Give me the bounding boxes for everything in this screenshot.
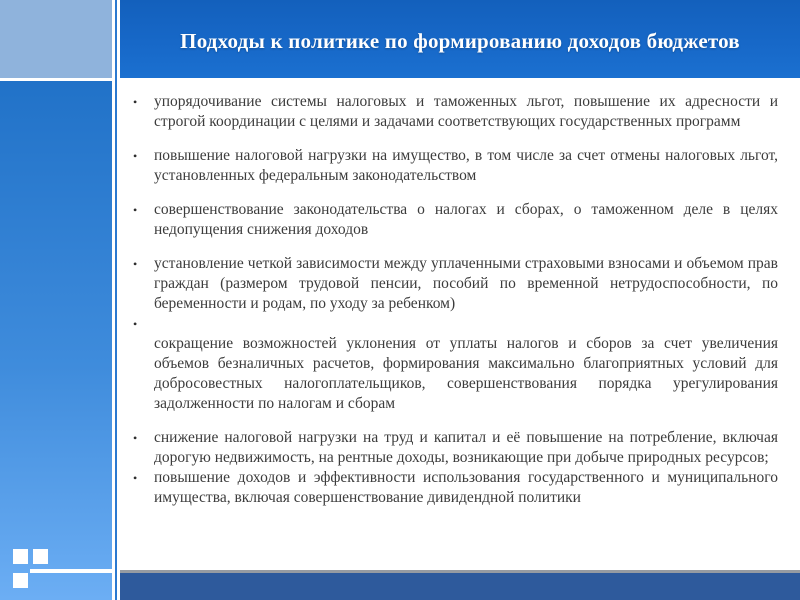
- bullet-text: повышение налоговой нагрузки на имущество, в том числе за счет отмены налоговых льгот, установленных федеральным законодательством: [154, 147, 778, 184]
- bullet-list: [130, 92, 778, 508]
- bullet-text: сокращение возможностей уклонения от уплаты налогов и сборов за счет увеличения объемов безналичных расчетов, формирования максимально благоприятных условий для добросовестных налогоплательщиков, совершенствования порядка урегулирования задолженности по налогам и сборам: [154, 335, 778, 412]
- slide-header: [120, 0, 800, 78]
- bullet-text: совершенствование законодательства о налогах и сборах, о таможенном деле в целях недопущения снижения доходов: [154, 201, 778, 238]
- bullet-item: [130, 200, 778, 240]
- bullet-item: [130, 254, 778, 314]
- bullet-marker: •: [133, 95, 138, 109]
- decor-square-icon: [13, 573, 28, 588]
- left-horizontal-line-bottom: [30, 569, 112, 573]
- left-gradient-block: [0, 81, 112, 600]
- bullet-marker: •: [133, 471, 138, 485]
- bullet-item: [130, 146, 778, 186]
- bullet-text: снижение налоговой нагрузки на труд и капитал и её повышение на потребление, включая дорогую недвижимость, на рентные доходы, возникающие при добыче природных ресурсов;: [154, 429, 778, 466]
- decor-square-icon: [13, 549, 28, 564]
- slide-content: [120, 78, 800, 570]
- bullet-item: [130, 468, 778, 508]
- bullet-marker: •: [133, 317, 138, 331]
- bullet-marker: •: [133, 149, 138, 163]
- bullet-marker: •: [133, 257, 138, 271]
- left-decoration-column: [0, 0, 112, 600]
- bullet-item: [130, 428, 778, 468]
- vertical-divider: [112, 0, 120, 600]
- bullet-item: [130, 314, 778, 334]
- decor-square-icon: [33, 549, 48, 564]
- slide-title: Подходы к политике по формированию доходов бюджетов: [180, 28, 740, 53]
- bullet-item: [130, 334, 778, 414]
- left-top-light-block: [0, 0, 112, 78]
- bullet-text: установление четкой зависимости между уплаченными страховыми взносами и объемом прав граждан (размером трудовой пенсии, пособий по временной нетрудоспособности, по беременности и родам, по уходу за ребенком): [154, 255, 778, 312]
- bottom-bar: [120, 573, 800, 600]
- bullet-marker: •: [133, 203, 138, 217]
- bullet-item: [130, 92, 778, 132]
- bullet-text: повышение доходов и эффективности использования государственного и муниципального имущества, включая совершенствование дивидендной политики: [154, 469, 778, 506]
- bullet-text: упорядочивание системы налоговых и таможенных льгот, повышение их адресности и строгой координации с целями и задачами соответствующих государственных программ: [154, 93, 778, 130]
- bullet-marker: •: [133, 431, 138, 445]
